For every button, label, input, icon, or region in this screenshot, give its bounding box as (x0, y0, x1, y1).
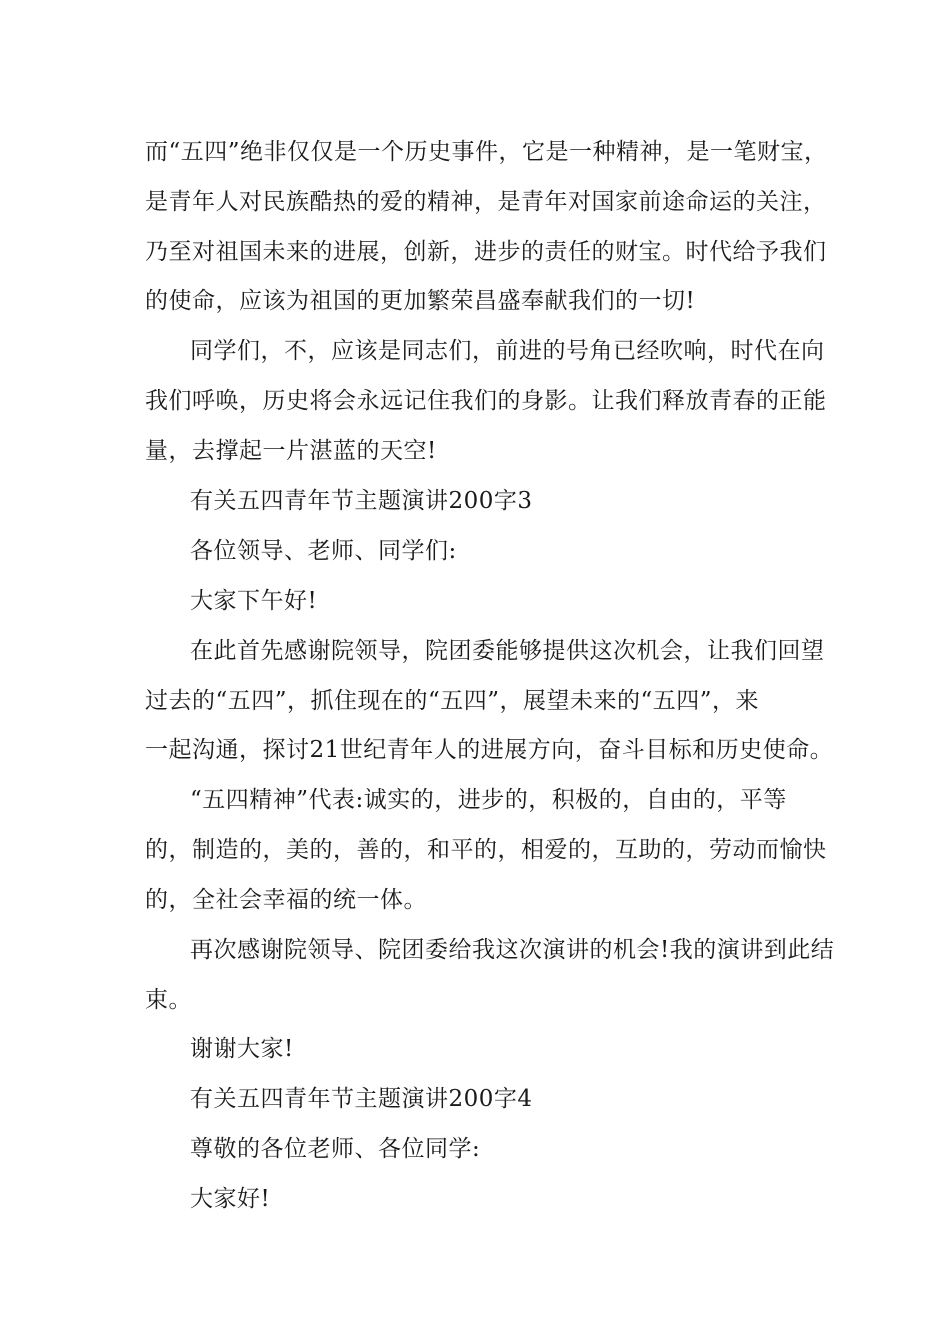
paragraph-line: 的，制造的，美的，善的，和平的，相爱的，互助的，劳动而愉快 (145, 837, 827, 863)
paragraph-line: 是青年人对民族酷热的爱的精神，是青年对国家前途命运的关注， (145, 189, 827, 215)
salutation: 尊敬的各位老师、各位同学: (190, 1136, 481, 1162)
paragraph-line: 在此首先感谢院领导，院团委能够提供这次机会，让我们回望 (190, 638, 825, 664)
closing: 谢谢大家! (190, 1036, 294, 1062)
paragraph-line: 一起沟通，探讨21世纪青年人的进展方向，奋斗目标和历史使命。 (145, 737, 834, 763)
paragraph-line: 同学们，不，应该是同志们，前进的号角已经吹响，时代在向 (190, 338, 825, 364)
paragraph-line: 的使命，应该为祖国的更加繁荣昌盛奉献我们的一切! (145, 288, 696, 314)
paragraph-line: 量，去撑起一片湛蓝的天空! (145, 438, 437, 464)
paragraph-line: 过去的“五四”，抓住现在的“五四”，展望未来的“五四”，来 (145, 688, 760, 714)
paragraph-line: 的，全社会幸福的统一体。 (145, 887, 427, 913)
paragraph-line: 再次感谢院领导、院团委给我这次演讲的机会!我的演讲到此结 (190, 937, 835, 963)
paragraph-line: 乃至对祖国未来的进展，创新，进步的责任的财宝。时代给予我们 (145, 239, 827, 265)
section-heading: 有关五四青年节主题演讲200字4 (190, 1086, 533, 1112)
paragraph-line: “五四精神”代表:诚实的，进步的，积极的，自由的，平等 (190, 787, 787, 813)
paragraph-line: 束。 (145, 987, 192, 1013)
greeting: 大家下午好! (190, 588, 318, 614)
salutation: 各位领导、老师、同学们: (190, 538, 457, 564)
paragraph-line: 我们呼唤，历史将会永远记住我们的身影。让我们释放青春的正能 (145, 388, 827, 414)
greeting: 大家好! (190, 1186, 271, 1212)
paragraph-line: 而“五四”绝非仅仅是一个历史事件，它是一种精神，是一笔财宝， (145, 139, 828, 165)
section-heading: 有关五四青年节主题演讲200字3 (190, 488, 533, 514)
